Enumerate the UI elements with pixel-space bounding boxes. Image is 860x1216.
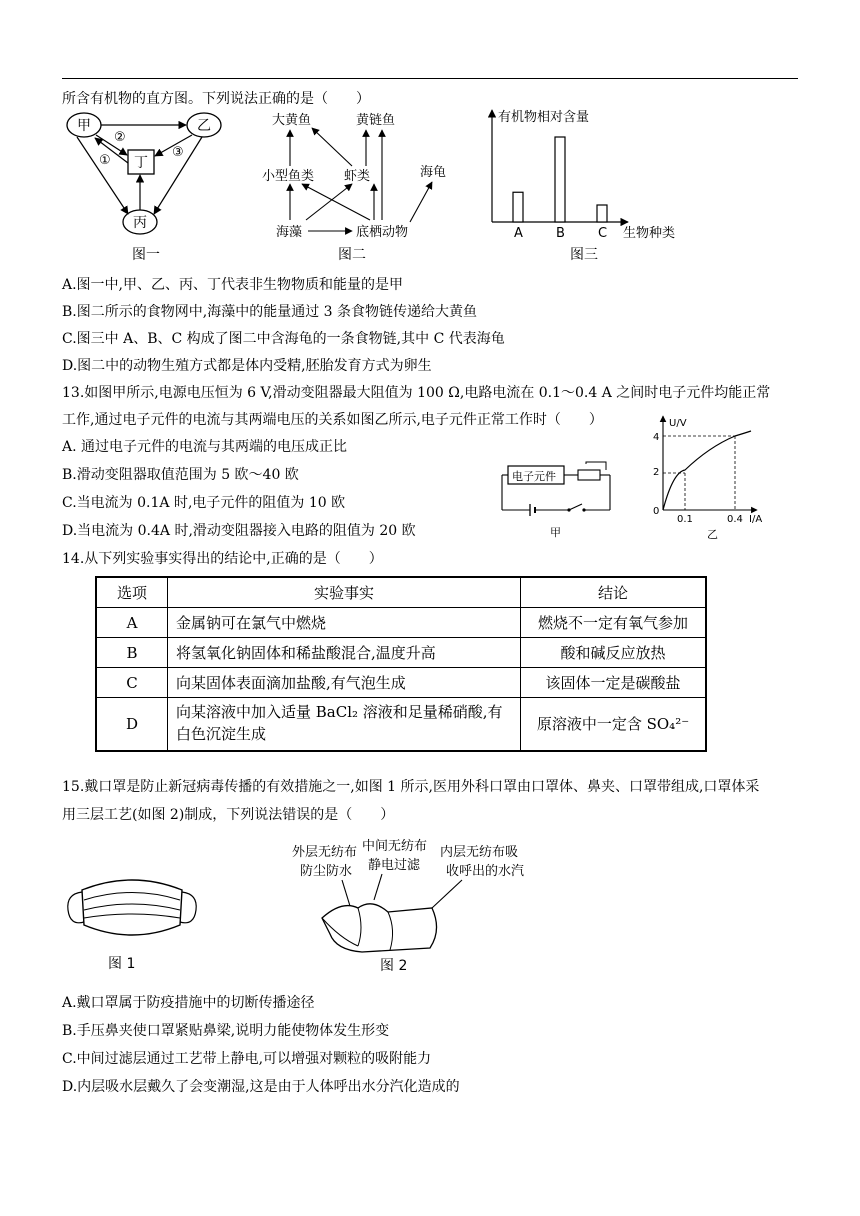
electronic-element-label: 电子元件	[512, 470, 556, 483]
node-jia: 甲	[77, 118, 91, 134]
iv-graph	[645, 412, 775, 542]
node-dahuangyu: 大黄鱼	[272, 113, 312, 128]
q13-stem-1: 13.如图甲所示,电源电压恒为 6 V,滑动变阻器最大阻值为 100 Ω,电路电流在 0.1～0.4 A 之间时电子元件均能正常	[62, 385, 771, 401]
graph-ylabel: U/V	[669, 418, 687, 429]
q13-option-b: B.滑动变阻器取值范围为 5 欧～40 欧	[62, 467, 299, 483]
label-3: ③	[172, 145, 184, 160]
graph-caption: 乙	[707, 528, 718, 541]
mask-fig1-caption: 图 1	[108, 956, 136, 972]
tick-label-a: A	[514, 226, 523, 241]
node-diqi: 底栖动物	[356, 225, 409, 240]
outer-layer-label-2: 防尘防水	[300, 864, 353, 879]
tick-label-b: B	[556, 226, 565, 241]
cell-fact: 将氢氧化钠固体和稀盐酸混合,温度升高	[168, 638, 521, 668]
fig3-xlabel: 生物种类	[623, 226, 676, 241]
mask-fig2-caption: 图 2	[380, 958, 408, 974]
figure-2-food-web	[262, 106, 462, 242]
tick-2: 2	[653, 467, 660, 478]
node-haizao: 海藻	[276, 225, 303, 240]
q15-stem-2: 用三层工艺(如图 2)制成，下列说法错误的是（ ）	[62, 807, 395, 823]
cell-conclusion: 原溶液中一定含 SO₄²⁻	[521, 698, 707, 751]
fig3-ylabel: 有机物相对含量	[498, 110, 590, 125]
cell-option: B	[96, 638, 168, 668]
q14-stem: 14.从下列实验事实得出的结论中,正确的是（ ）	[62, 551, 383, 567]
node-ding: 丁	[134, 155, 148, 171]
middle-layer-label-2: 静电过滤	[368, 858, 421, 873]
q12-stem: 所含有机物的直方图。下列说法正确的是（ ）	[62, 91, 370, 107]
node-haigui: 海龟	[420, 165, 447, 180]
figure-3-bar-chart	[478, 106, 698, 242]
q13-stem-2: 工作,通过电子元件的电流与其两端电压的关系如图乙所示,电子元件正常工作时（ ）	[62, 412, 603, 428]
tick-0: 0	[653, 506, 660, 517]
middle-layer-label-1: 中间无纺布	[362, 839, 428, 854]
bar-b	[555, 137, 565, 222]
q13-option-d: D.当电流为 0.4A 时,滑动变阻器接入电路的阻值为 20 欧	[62, 523, 416, 539]
tick-0-1: 0.1	[677, 514, 693, 525]
figure-1-ecosystem	[62, 108, 232, 258]
table-row	[96, 638, 706, 668]
tick-label-c: C	[598, 226, 608, 241]
cell-fact: 向某溶液中加入适量 BaCl₂ 溶液和足量稀硝酸,有白色沉淀生成	[168, 698, 521, 751]
q12-option-b: B.图二所示的食物网中,海藻中的能量通过 3 条食物链传递给大黄鱼	[62, 304, 477, 320]
node-yi: 乙	[197, 118, 211, 134]
outer-layer-label-1: 外层无纺布	[292, 845, 358, 860]
bar-a	[513, 192, 523, 222]
header-fact: 实验事实	[168, 577, 521, 608]
top-rule	[62, 78, 798, 79]
bar-c	[597, 205, 607, 222]
cell-fact: 金属钠可在氯气中燃烧	[168, 608, 521, 638]
cell-option: A	[96, 608, 168, 638]
q15-option-b: B.手压鼻夹使口罩紧贴鼻梁,说明力能使物体发生形变	[62, 1023, 390, 1039]
q12-option-a: A.图一中,甲、乙、丙、丁代表非生物物质和能量的是甲	[62, 277, 404, 293]
cell-fact: 向某固体表面滴加盐酸,有气泡生成	[168, 668, 521, 698]
graph-xlabel: I/A	[749, 514, 763, 525]
q15-option-d: D.内层吸水层戴久了会变潮湿,这是由于人体呼出水分汽化造成的	[62, 1079, 460, 1095]
q15-stem-1: 15.戴口罩是防止新冠病毒传播的有效措施之一,如图 1 所示,医用外科口罩由口罩体、鼻夹、口罩带组成,口罩体采	[62, 779, 760, 795]
q14-table	[95, 576, 707, 752]
q13-option-a: A. 通过电子元件的电流与其两端的电压成正比	[62, 439, 348, 455]
node-xialei: 虾类	[344, 169, 371, 184]
node-bing: 丙	[133, 215, 147, 231]
label-1: ①	[99, 153, 111, 168]
table-row	[96, 668, 706, 698]
table-row	[96, 698, 706, 751]
tick-4: 4	[653, 432, 660, 443]
q12-option-c: C.图三中 A、B、C 构成了图二中含海龟的一条食物链,其中 C 代表海龟	[62, 331, 505, 347]
fig1-caption: 图一	[132, 247, 160, 263]
q15-option-a: A.戴口罩属于防疫措施中的切断传播途径	[62, 995, 315, 1011]
label-2: ②	[114, 130, 126, 145]
cell-conclusion: 燃烧不一定有氧气参加	[521, 608, 707, 638]
cell-conclusion: 酸和碱反应放热	[521, 638, 707, 668]
table-header	[96, 577, 706, 608]
inner-layer-label-2: 收呼出的水汽	[446, 864, 525, 879]
header-conclusion: 结论	[521, 577, 707, 608]
node-xiaoxing: 小型鱼类	[262, 169, 315, 184]
mask-figure-2-layers	[292, 838, 572, 978]
q12-option-d: D.图二中的动物生殖方式都是体内受精,胚胎发育方式为卵生	[62, 358, 432, 374]
q13-option-c: C.当电流为 0.1A 时,电子元件的阻值为 10 欧	[62, 495, 346, 511]
header-option: 选项	[96, 577, 168, 608]
cell-conclusion: 该固体一定是碳酸盐	[521, 668, 707, 698]
cell-option: D	[96, 698, 168, 751]
mask-figure-1	[62, 860, 202, 975]
circuit-diagram	[500, 460, 620, 540]
table-row	[96, 608, 706, 638]
cell-option: C	[96, 668, 168, 698]
q15-option-c: C.中间过滤层通过工艺带上静电,可以增强对颗粒的吸附能力	[62, 1051, 432, 1067]
circuit-caption: 甲	[550, 526, 561, 539]
inner-layer-label-1: 内层无纺布吸	[440, 845, 519, 860]
node-huanglianyu: 黄链鱼	[356, 113, 396, 128]
fig2-caption: 图二	[338, 247, 366, 263]
tick-0-4: 0.4	[727, 514, 743, 525]
fig3-caption: 图三	[570, 247, 598, 263]
